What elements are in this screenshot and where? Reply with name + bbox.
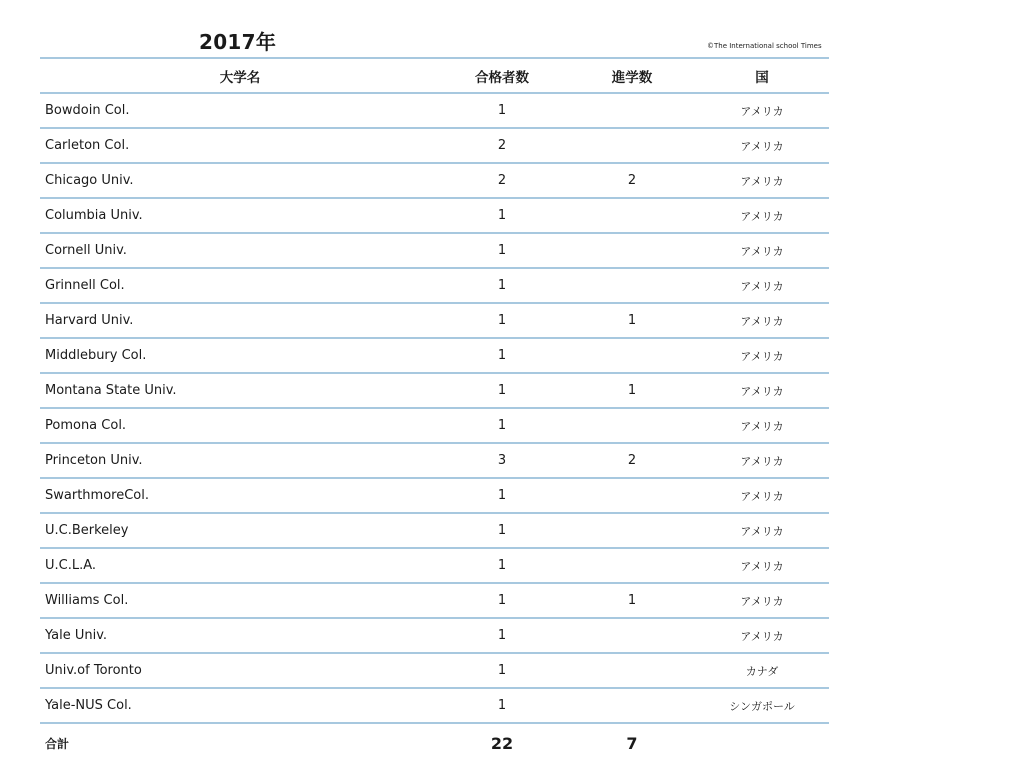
enrolled-count: 2 [627,453,637,468]
table-row [40,584,829,619]
university-name: Carleton Col. [45,138,130,153]
university-name: Pomona Col. [45,418,127,433]
country-name: アメリカ [740,559,784,573]
country-name: アメリカ [740,244,784,258]
country-name: アメリカ [740,209,784,223]
passed-count: 1 [497,593,507,608]
passed-count: 1 [497,628,507,643]
university-name: Grinnell Col. [45,278,125,293]
passed-count: 1 [497,698,507,713]
table-row [40,199,829,234]
total-row [40,724,829,762]
passed-count: 1 [497,418,507,433]
country-name: アメリカ [740,594,784,608]
table-row [40,444,829,479]
country-name: アメリカ [740,279,784,293]
total-label: 合計 [45,736,70,751]
table-row [40,514,829,549]
enrolled-count [572,479,692,512]
passed-count: 1 [497,243,507,258]
country-name: シンガポール [729,699,795,713]
table-row [40,619,829,654]
university-name: Univ.of Toronto [45,663,142,678]
table-row [40,409,829,444]
university-name: Yale Univ. [45,628,108,643]
table-row [40,339,829,374]
enrolled-count [572,339,692,372]
country-name: アメリカ [740,384,784,398]
country-name: アメリカ [740,314,784,328]
table-header [40,59,829,94]
passed-count: 1 [497,383,507,398]
enrolled-count [572,269,692,302]
university-name: Chicago Univ. [45,173,134,188]
passed-count: 1 [497,348,507,363]
enrolled-count [572,689,692,722]
country-name: アメリカ [740,139,784,153]
enrolled-count [572,514,692,547]
university-name: Columbia Univ. [45,208,143,223]
enrolled-count [572,129,692,162]
table-row [40,689,829,724]
passed-count: 2 [497,138,507,153]
enrolled-count [572,199,692,232]
enrolled-count [572,409,692,442]
country-name: アメリカ [740,104,784,118]
table-row [40,269,829,304]
header-passed: 合格者数 [475,69,529,86]
enrolled-count [572,234,692,267]
table-row [40,654,829,689]
table-body [40,94,829,724]
university-name: Harvard Univ. [45,313,134,328]
country-name: アメリカ [740,489,784,503]
table-row [40,129,829,164]
country-name: アメリカ [740,454,784,468]
table-row [40,234,829,269]
enrolled-count [572,549,692,582]
university-name: Yale-NUS Col. [45,698,132,713]
table-row [40,304,829,339]
header-enrolled: 進学数 [611,69,653,86]
passed-count: 1 [497,208,507,223]
total-passed: 22 [490,733,514,753]
table-row [40,549,829,584]
university-name: Montana State Univ. [45,383,177,398]
enrolled-count [572,94,692,127]
university-name: U.C.L.A. [45,558,97,573]
university-name: Williams Col. [45,593,129,608]
university-name: U.C.Berkeley [45,523,129,538]
university-name: Middlebury Col. [45,348,147,363]
passed-count: 1 [497,103,507,118]
country-name: アメリカ [740,349,784,363]
passed-count: 3 [497,453,507,468]
table-row [40,94,829,129]
university-name: Princeton Univ. [45,453,143,468]
passed-count: 1 [497,278,507,293]
enrolled-count: 1 [627,383,637,398]
passed-count: 1 [497,488,507,503]
country-name: アメリカ [740,629,784,643]
country-name: アメリカ [740,419,784,433]
passed-count: 1 [497,523,507,538]
passed-count: 2 [497,173,507,188]
enrolled-count: 2 [627,173,637,188]
table-row [40,374,829,409]
passed-count: 1 [497,558,507,573]
enrolled-count [572,619,692,652]
table-row [40,164,829,199]
country-name: アメリカ [740,174,784,188]
enrolled-count: 1 [627,313,637,328]
header-university: 大学名 [219,69,261,86]
country-name: アメリカ [740,524,784,538]
university-name: Cornell Univ. [45,243,127,258]
country-name: カナダ [745,664,779,678]
page-title: 2017年 [199,30,277,54]
enrolled-count [572,654,692,687]
passed-count: 1 [497,663,507,678]
header-country: 国 [755,69,769,86]
copyright-notice: ©The International school Times [707,42,822,50]
total-enrolled: 7 [626,733,638,753]
results-table [40,57,829,762]
passed-count: 1 [497,313,507,328]
enrolled-count: 1 [627,593,637,608]
university-name: Bowdoin Col. [45,103,130,118]
university-name: SwarthmoreCol. [45,488,149,503]
table-row [40,479,829,514]
